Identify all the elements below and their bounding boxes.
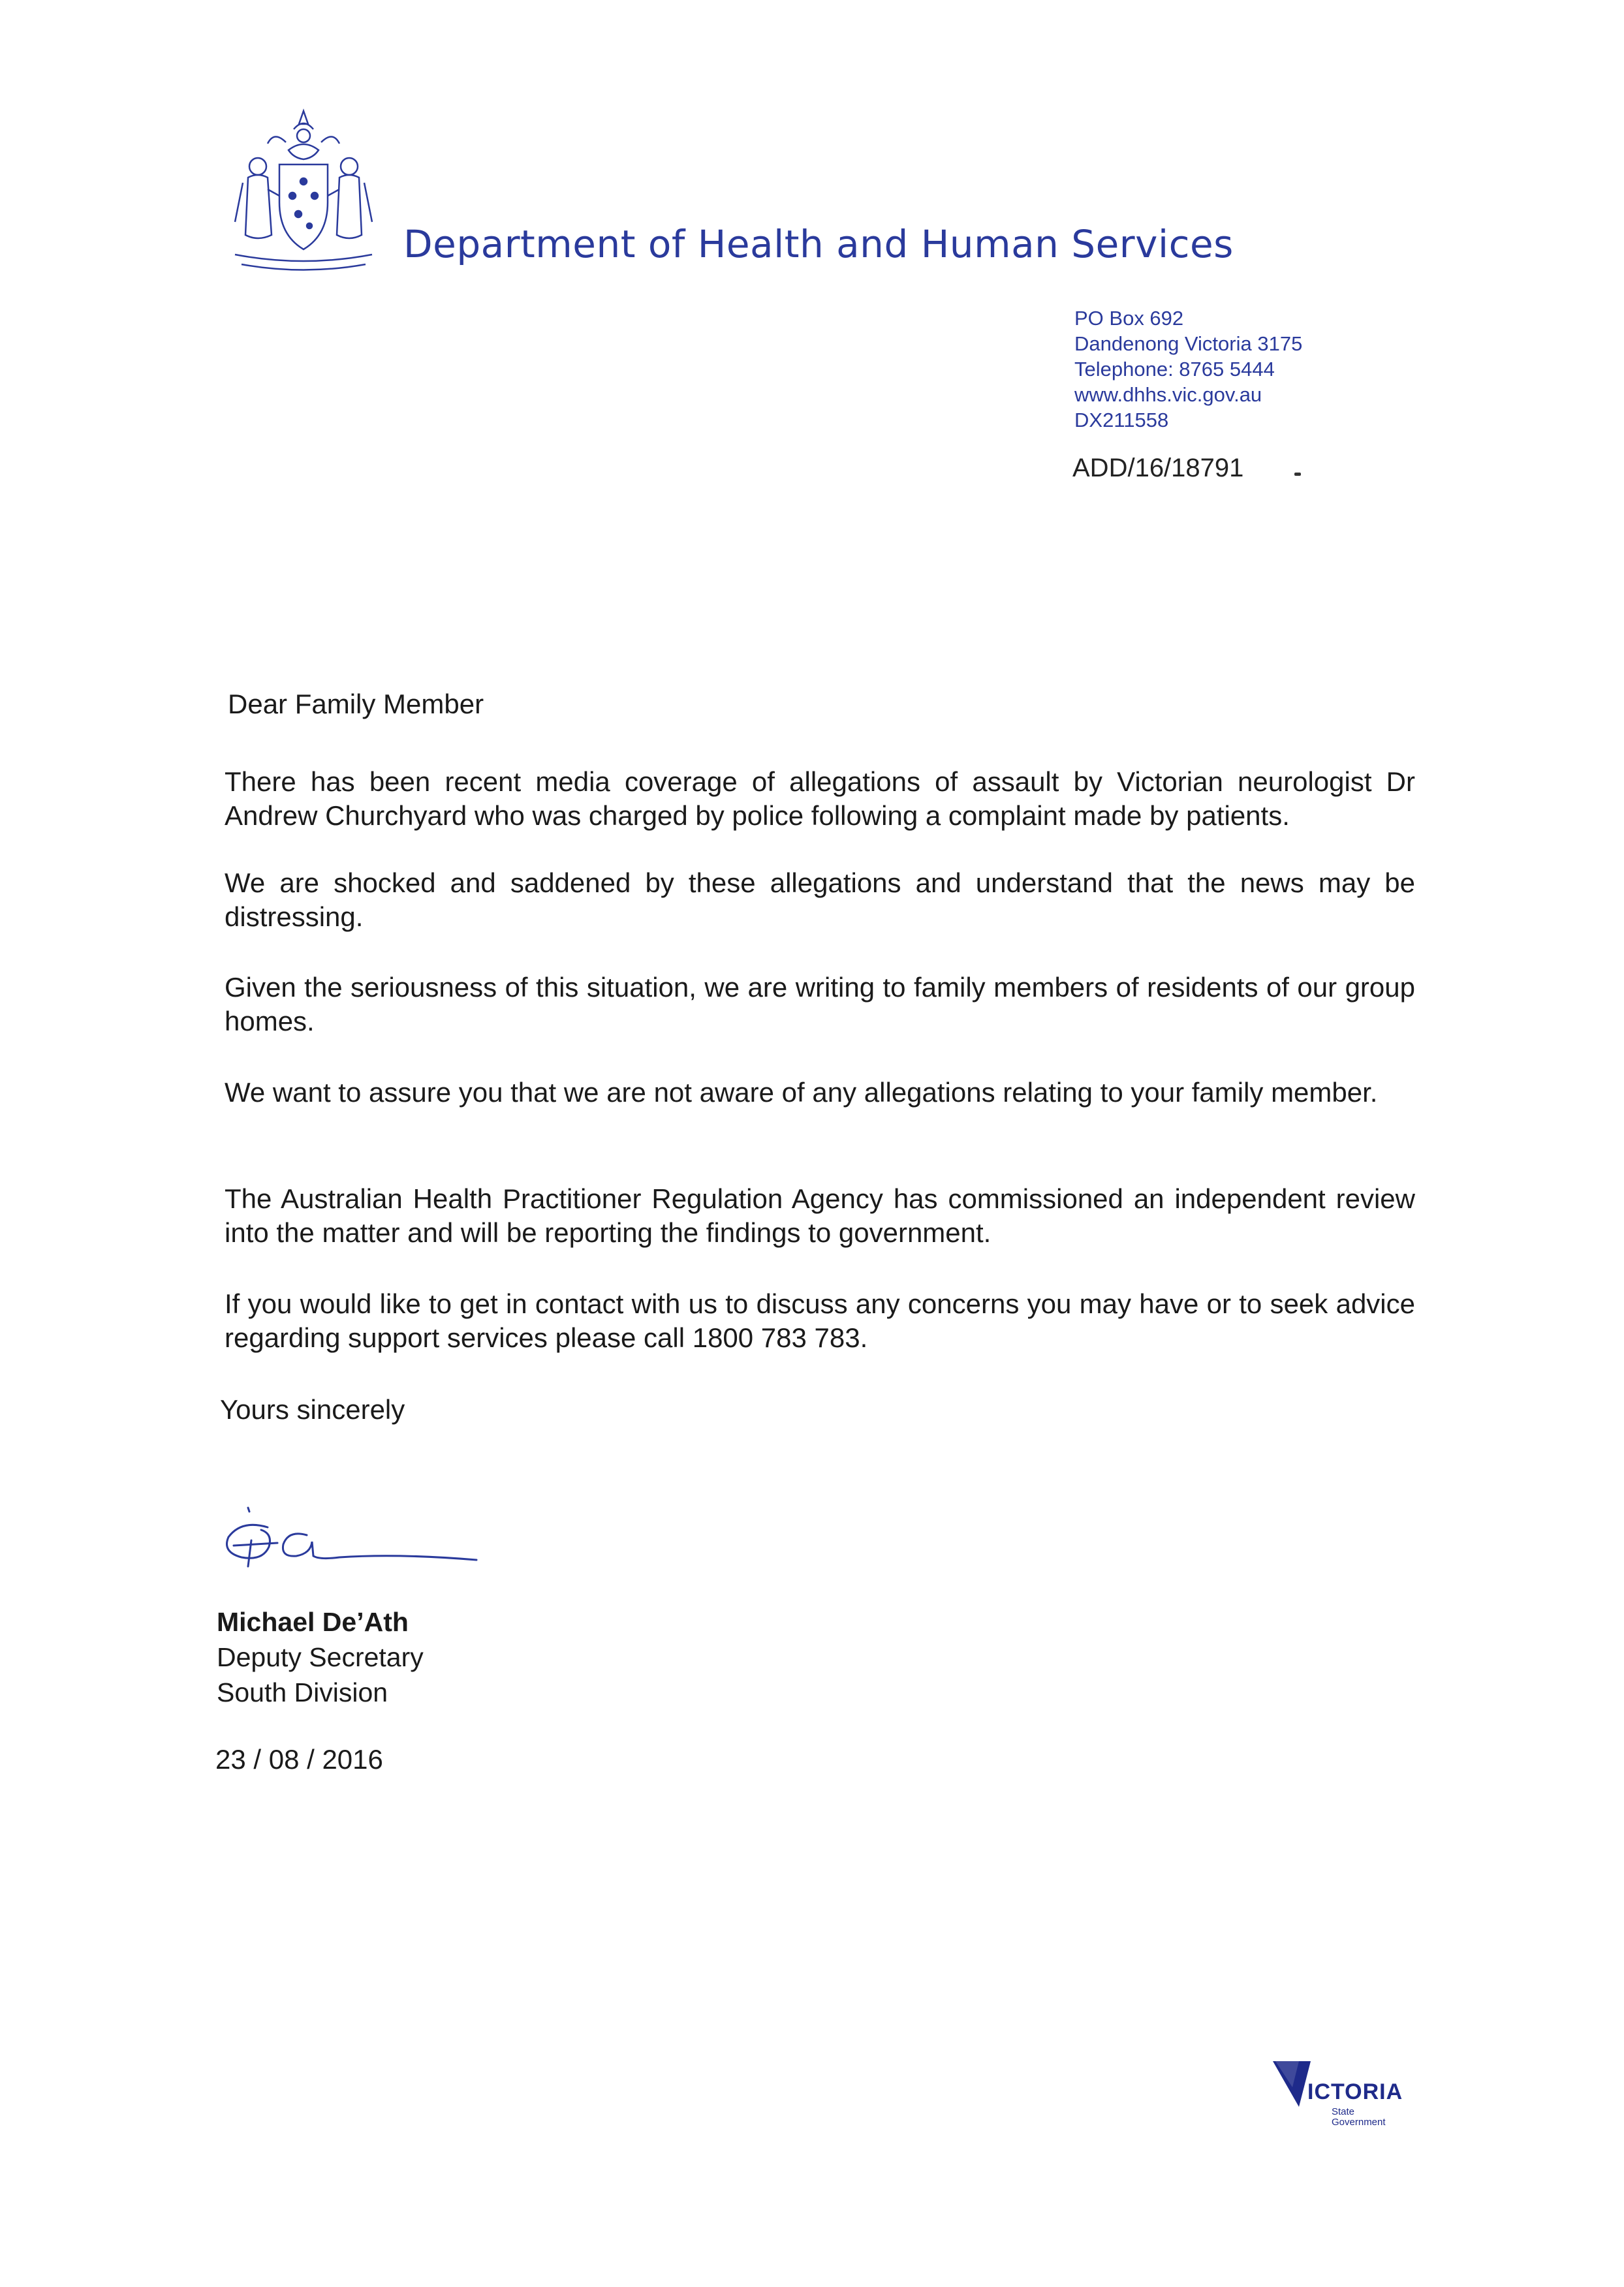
paragraph-ahpra-review: The Australian Health Practitioner Regulation Agency has commissioned an independent review into the matter and will be reporting the findings to government. xyxy=(225,1183,1415,1248)
handwritten-signature xyxy=(215,1501,490,1586)
reference-number: ADD/16/18791 xyxy=(1072,454,1244,482)
paragraph-contact: If you would like to get in contact with us to discuss any concerns you may have or to seek advice regarding support services please call 1800 783 783. xyxy=(225,1288,1415,1353)
address-website: www.dhhs.vic.gov.au xyxy=(1074,383,1262,406)
letter-date: 23 / 08 / 2016 xyxy=(215,1744,383,1775)
closing: Yours sincerely xyxy=(220,1394,405,1425)
signatory-title: Deputy Secretary xyxy=(217,1642,424,1672)
victoria-logo-subtext xyxy=(1332,2107,1386,2128)
department-title: Department of Health and Human Services xyxy=(403,222,1234,266)
address-city: Dandenong Victoria 3175 xyxy=(1074,332,1303,355)
paragraph-media-coverage: There has been recent media coverage of allegations of assault by Victorian neurologist Dr Andrew Churchyard who was charged by police following a complaint made by patients. xyxy=(225,766,1415,831)
victoria-logo-state: State xyxy=(1332,2106,1355,2117)
signatory-division: South Division xyxy=(217,1677,388,1707)
paragraph-seriousness: Given the seriousness of this situation, we are writing to family members of residents of our group homes. xyxy=(225,972,1415,1036)
address-block xyxy=(1074,305,1302,433)
signatory-block xyxy=(217,1604,424,1710)
paragraph-shocked: We are shocked and saddened by these allegations and understand that the news may be distressing. xyxy=(225,867,1415,932)
victoria-logo-text: ICTORIA xyxy=(1307,2079,1403,2104)
signatory-name: Michael De’Ath xyxy=(217,1607,409,1637)
coat-of-arms-crest xyxy=(228,104,379,281)
paragraph-assurance: We want to assure you that we are not aware of any allegations relating to your family member. xyxy=(225,1077,1378,1108)
reference-mark xyxy=(1294,473,1301,476)
address-po-box: PO Box 692 xyxy=(1074,307,1184,330)
address-dx: DX211558 xyxy=(1074,409,1169,431)
victoria-logo-government: Government xyxy=(1332,2117,1386,2128)
address-telephone: Telephone: 8765 5444 xyxy=(1074,358,1275,381)
salutation: Dear Family Member xyxy=(228,689,484,719)
